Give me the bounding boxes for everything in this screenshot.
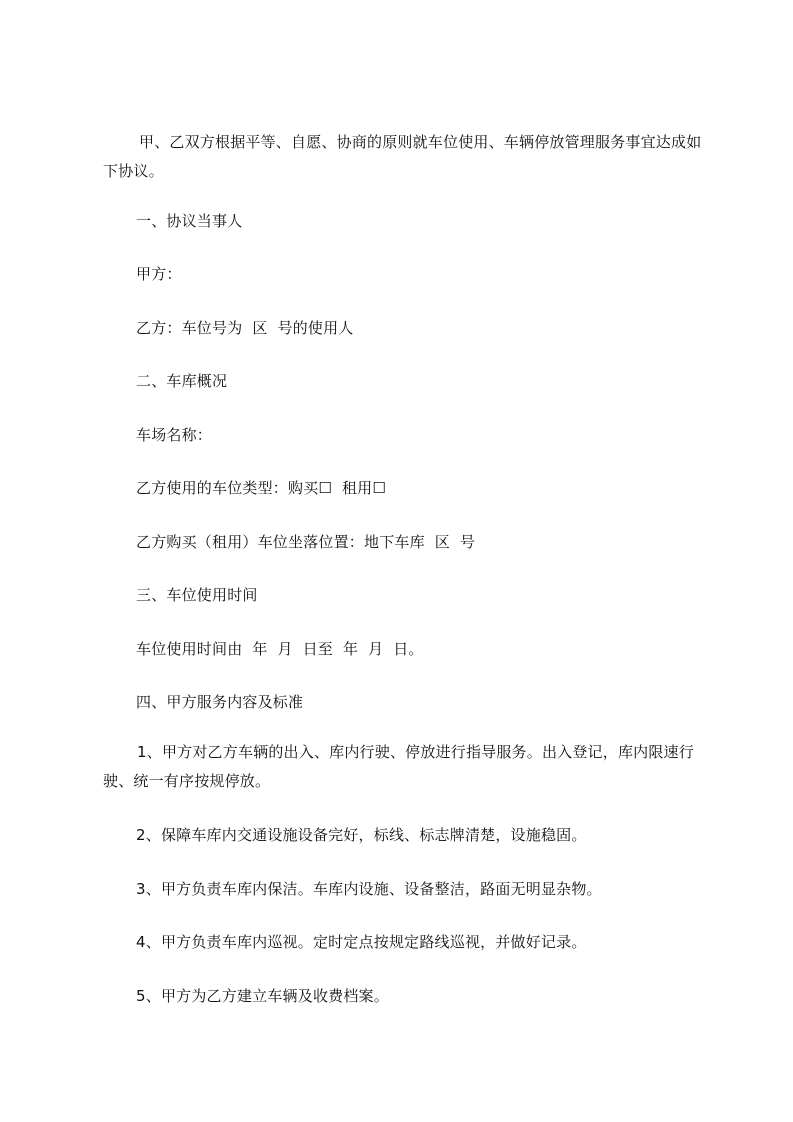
service-item-3: 3、甲方负责车库内保洁。车库内设施、设备整洁，路面无明显杂物。	[136, 880, 602, 898]
party-b-line: 乙方：车位号为 区 号的使用人	[136, 319, 354, 337]
service-item-1: 1、甲方对乙方车辆的出入、库内行驶、停放进行指导服务。出入登记，库内限速行驶、统一有序按规停放。	[103, 743, 694, 790]
section-heading-parties: 一、协议当事人	[136, 212, 243, 230]
section-heading-garage: 二、车库概况	[136, 372, 228, 390]
use-period-line: 车位使用时间由 年 月 日至 年 月 日。	[136, 640, 424, 658]
service-item-2: 2、保障车库内交通设施设备完好，标线、标志牌清楚，设施稳固。	[136, 826, 587, 844]
intro-paragraph: 甲、乙双方根据平等、自愿、协商的原则就车位使用、车辆停放管理服务事宜达成如下协议。	[103, 133, 702, 180]
section-heading-services: 四、甲方服务内容及标准	[136, 693, 304, 711]
lot-name-line: 车场名称：	[136, 426, 213, 444]
service-item-4: 4、甲方负责车库内巡视。定时定点按规定路线巡视，并做好记录。	[136, 933, 587, 951]
space-type-line: 乙方使用的车位类型：购买☐ 租用☐	[136, 479, 387, 497]
service-item-5: 5、甲方为乙方建立车辆及收费档案。	[136, 987, 389, 1005]
party-a-line: 甲方：	[136, 265, 182, 283]
section-heading-period: 三、车位使用时间	[136, 586, 258, 604]
space-location-line: 乙方购买（租用）车位坐落位置：地下车库 区 号	[136, 533, 476, 551]
